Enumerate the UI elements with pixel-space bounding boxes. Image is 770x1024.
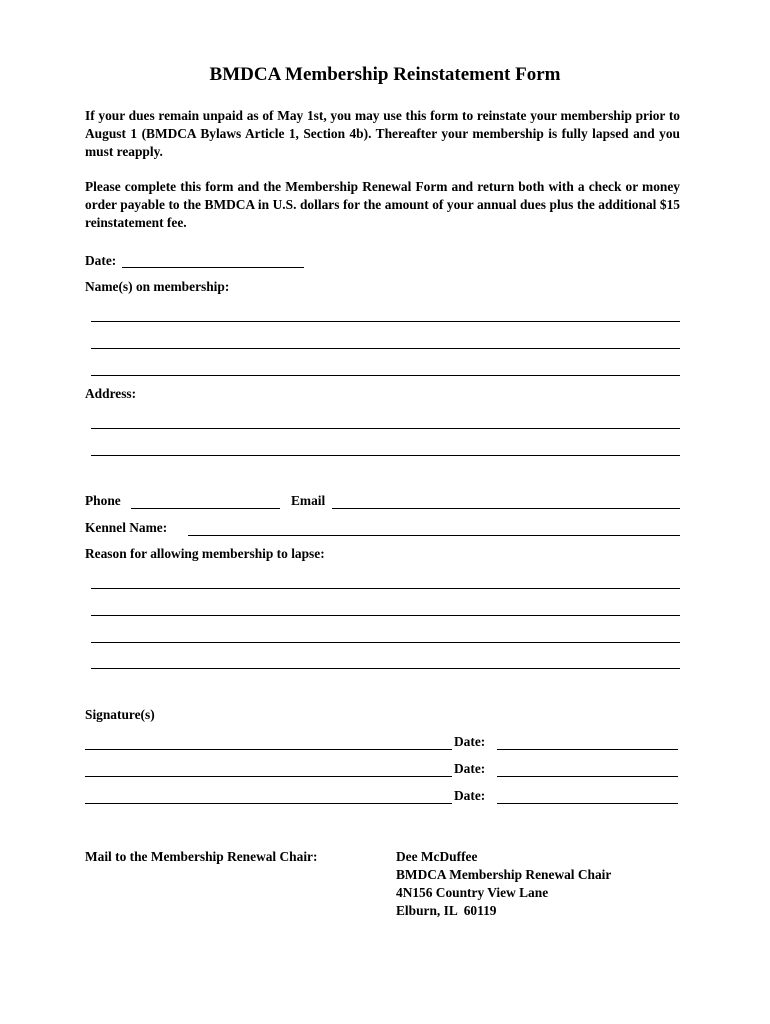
kennel-label: Kennel Name: [85,520,168,535]
signature-date-label-1: Date: [454,734,486,749]
reason-line-2[interactable] [91,615,680,616]
intro-paragraph: If your dues remain unpaid as of May 1st, you may use this form to reinstate your membership prior to August 1 (BMDCA Bylaws Article 1, Section 4b). Thereafter your membership is fully lapsed and you must reapply. [85,108,680,159]
names-label: Name(s) on membership: [85,279,230,294]
signature-date-field-3[interactable] [497,803,678,804]
date-field[interactable] [122,267,304,268]
address-label: Address: [85,386,137,401]
date-label: Date: [85,253,117,268]
signature-date-label-3: Date: [454,788,486,803]
signature-line-2[interactable] [85,776,452,777]
mail-street: 4N156 Country View Lane [396,885,549,900]
mail-city: Elburn, IL 60119 [396,903,497,918]
reason-line-4[interactable] [91,668,680,669]
kennel-field[interactable] [188,535,680,536]
signature-line-1[interactable] [85,749,452,750]
names-line-1[interactable] [91,321,680,322]
form-title: BMDCA Membership Reinstatement Form [209,64,561,85]
phone-label: Phone [85,493,121,508]
mail-role: BMDCA Membership Renewal Chair [396,867,612,882]
instructions-paragraph: Please complete this form and the Membership Renewal Form and return both with a check or money order payable to the BMDCA in U.S. dollars for the amount of your annual dues plus the additional $15 reinstatement fee. [85,179,680,230]
signature-date-field-1[interactable] [497,749,678,750]
mail-name: Dee McDuffee [396,849,478,864]
signature-date-label-2: Date: [454,761,486,776]
signature-date-field-2[interactable] [497,776,678,777]
signature-line-3[interactable] [85,803,452,804]
email-label: Email [291,493,326,508]
reason-line-3[interactable] [91,642,680,643]
names-line-2[interactable] [91,348,680,349]
address-line-1[interactable] [91,428,680,429]
reason-label: Reason for allowing membership to lapse: [85,546,325,561]
address-line-2[interactable] [91,455,680,456]
email-field[interactable] [332,508,680,509]
signatures-label: Signature(s) [85,707,155,722]
names-line-3[interactable] [91,375,680,376]
reason-line-1[interactable] [91,588,680,589]
phone-field[interactable] [131,508,280,509]
mail-to-label: Mail to the Membership Renewal Chair: [85,849,318,864]
